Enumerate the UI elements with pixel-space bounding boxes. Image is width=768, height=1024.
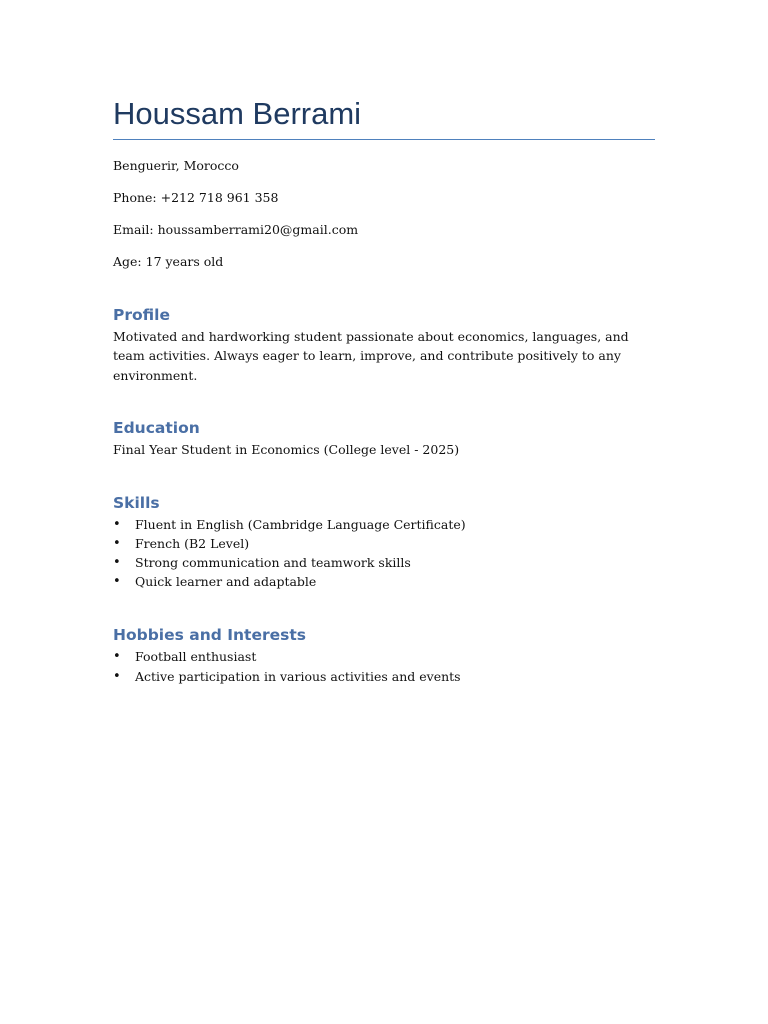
- hobby-text: Active participation in various activities and events: [135, 668, 461, 684]
- education-heading: Education: [113, 419, 200, 437]
- skills-list: [113, 515, 655, 592]
- hobbies-list: [113, 647, 655, 685]
- hobbies-section: [113, 624, 655, 685]
- title-divider: [113, 139, 655, 140]
- skill-text: Fluent in English (Cambridge Language Certificate): [135, 516, 466, 532]
- resume-content: [113, 92, 655, 686]
- list-item: [113, 534, 655, 553]
- skill-text: Strong communication and teamwork skills: [135, 554, 411, 570]
- candidate-name: Houssam Berrami: [113, 96, 362, 131]
- contact-email: Email: houssamberrami20@gmail.com: [113, 222, 359, 237]
- profile-heading: Profile: [113, 305, 170, 324]
- profile-text: Motivated and hardworking student passionate about economics, languages, and team activities. Always eager to learn, improve, and contribute positively to any environment.: [113, 328, 629, 383]
- list-item: [113, 515, 655, 534]
- contact-phone: Phone: +212 718 961 358: [113, 190, 279, 205]
- skill-text: Quick learner and adaptable: [135, 574, 317, 590]
- contact-age: Age: 17 years old: [113, 254, 224, 269]
- list-item: [113, 667, 655, 686]
- contact-location: Benguerir, Morocco: [113, 158, 239, 173]
- profile-section: [113, 304, 655, 386]
- education-section: [113, 417, 655, 460]
- education-text: Final Year Student in Economics (College level - 2025): [113, 442, 460, 457]
- contact-block: [113, 156, 655, 272]
- bullet-icon: •: [113, 554, 121, 570]
- bullet-icon: •: [113, 649, 121, 665]
- list-item: [113, 572, 655, 591]
- bullet-icon: •: [113, 516, 121, 532]
- hobbies-heading: Hobbies and Interests: [113, 626, 306, 645]
- list-item: [113, 647, 655, 666]
- bullet-icon: •: [113, 574, 121, 590]
- hobby-text: Football enthusiast: [135, 649, 257, 665]
- skill-text: French (B2 Level): [135, 535, 250, 551]
- bullet-icon: •: [113, 668, 121, 684]
- skills-section: [113, 492, 655, 592]
- bullet-icon: •: [113, 535, 121, 551]
- list-item: [113, 553, 655, 572]
- skills-heading: Skills: [113, 493, 160, 512]
